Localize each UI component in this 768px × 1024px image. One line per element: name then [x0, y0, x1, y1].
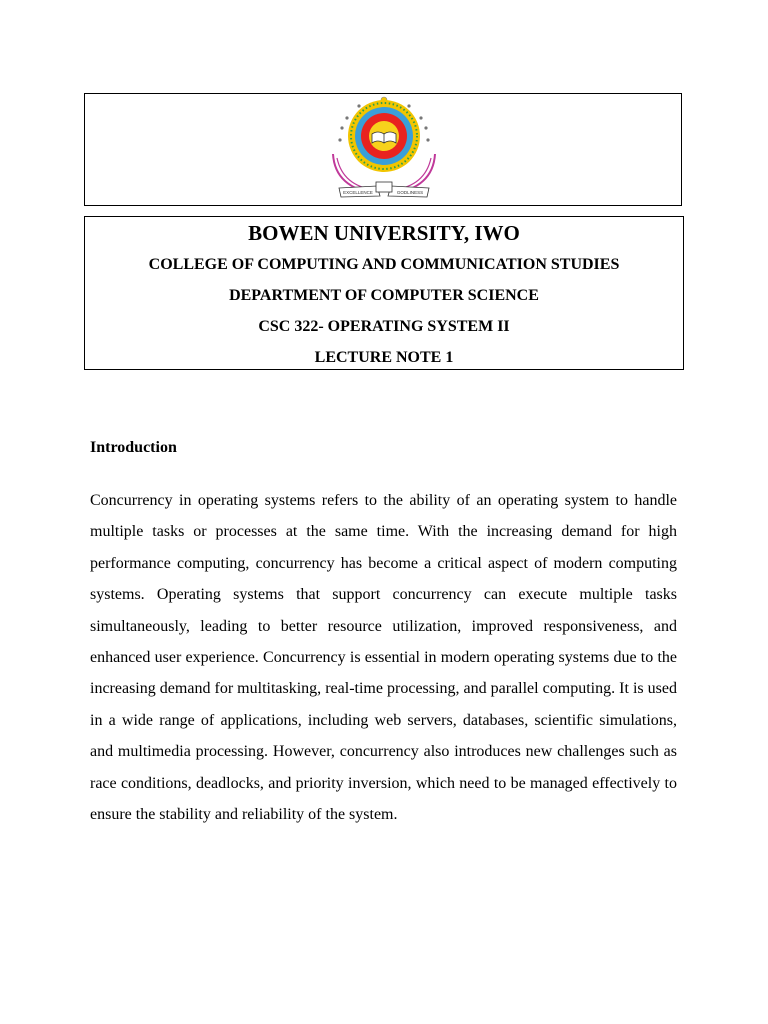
college-name: COLLEGE OF COMPUTING AND COMMUNICATION STUDIES: [148, 256, 620, 273]
intro-paragraph: Concurrency in operating systems refers to the ability of an operating system to handle multiple tasks or processes at the same time. With the increasing demand for high performance computing, concurrency has become a critical aspect of modern computing systems. Operating systems that support concurrency can execute multiple tasks simultaneously, leading to better resource utilization, improved responsiveness, and enhanced user experience. Concurrency is essential in modern operating systems due to the increasing demand for multitasking, real-time processing, and parallel computing. It is used in a wide range of applications, including web servers, databases, scientific simulations, and multimedia processing. However, concurrency also introduces new challenges such as race conditions, deadlocks, and priority inversion, which need to be managed effectively to ensure the stability and reliability of the system.: [90, 492, 677, 824]
course-title: CSC 322- OPERATING SYSTEM II: [258, 318, 510, 335]
logo-motto-left: EXCELLENCE: [343, 190, 373, 195]
department-name: DEPARTMENT OF COMPUTER SCIENCE: [229, 287, 539, 304]
university-crest-logo: [325, 96, 443, 204]
lecture-label: LECTURE NOTE 1: [314, 349, 454, 366]
logo-frame: [84, 93, 682, 206]
title-block: [84, 216, 684, 370]
section-heading: Introduction: [90, 439, 177, 456]
logo-motto-right: GODLINESS: [396, 190, 424, 195]
university-name: BOWEN UNIVERSITY, IWO: [248, 221, 520, 245]
